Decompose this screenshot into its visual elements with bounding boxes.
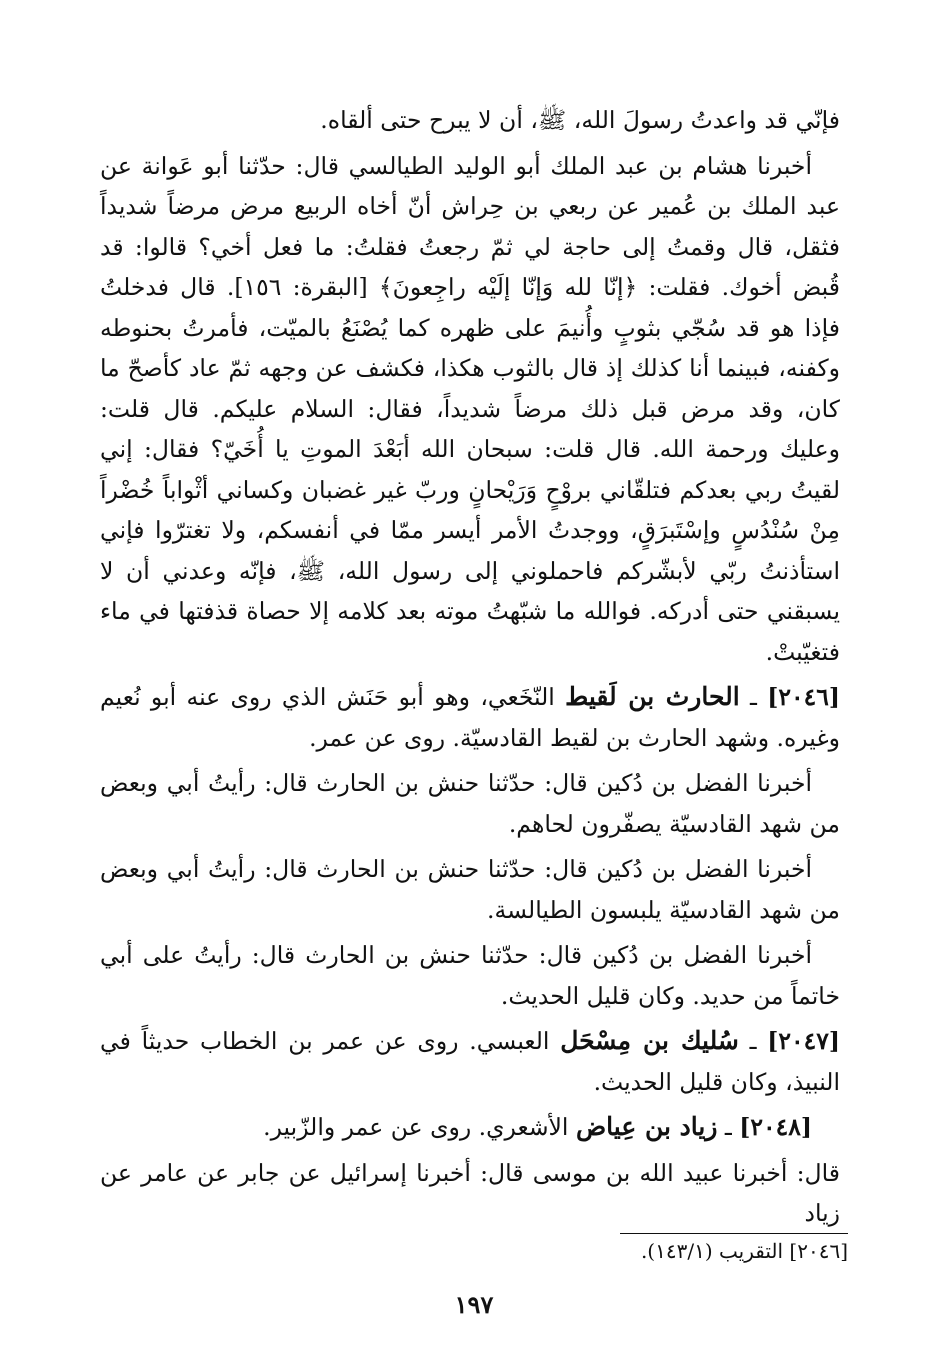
entry-name: زياد بن عِياض xyxy=(575,1112,718,1141)
entry-number: [٢٠٤٦] xyxy=(767,683,840,711)
entry-number: [٢٠٤٨] xyxy=(739,1113,812,1141)
paragraph-continuation: فإنّي قد واعدتُ رسولَ الله، ﷺ، أن لا يبرح حتى ألقاه. xyxy=(320,106,840,134)
paragraph-report: أخبرنا الفضل بن دُكين قال: حدّثنا حنش بن الحارث قال: رأيتُ أبي وبعض من شهد القادسيّة يلبسون الطيالسة. xyxy=(100,855,840,924)
paragraph-report: أخبرنا الفضل بن دُكين قال: حدّثنا حنش بن الحارث قال: رأيتُ أبي وبعض من شهد القادسيّة يصفّرون لحاهم. xyxy=(100,769,840,838)
entry-text: النّخَعي، وهو أبو حَنَش الذي روى عنه أبو نُعيم وغيره. وشهد الحارث بن لقيط القادسيّة. روى عن عمر. xyxy=(100,683,840,752)
entry-text: العبسي. روى عن عمر بن الخطاب حديثاً في النبيذ، وكان قليل الحديث. xyxy=(100,1027,840,1096)
footnote: [٢٠٤٦] التقريب (١٤٣/١). xyxy=(640,1239,848,1263)
paragraph-report: قال: أخبرنا عبيد الله بن موسى قال: أخبرنا إسرائيل عن جابر عن عامر عن زياد xyxy=(100,1158,840,1227)
entry-separator: ـ xyxy=(739,683,768,711)
entry-separator: ـ xyxy=(738,1027,768,1055)
entry-separator: ـ xyxy=(717,1113,740,1141)
entry-2048 xyxy=(100,1107,840,1148)
paragraph-report: أخبرنا الفضل بن دُكين قال: حدّثنا حنش بن الحارث قال: رأيتُ على أبي خاتماً من حديد. وكان قليل الحديث. xyxy=(100,941,840,1010)
paragraph-narration: أخبرنا هشام بن عبد الملك أبو الوليد الطيالسي قال: حدّثنا أبو عَوانة عن عبد الملك بن عُمير عن ربعي بن حِراش أنّ أخاه الربيع مرض مرضاً شديداً فثقل، قال وقمتُ إلى حاجة لي ثمّ رجعتُ فقلتُ: ما فعل أخي؟ قالوا: قد قُبض أخوك. فقلت: ﴿إنّا لله وَإنّا إلَيْه راجِعونَ﴾ [البقرة: ١٥٦]. قال فدخلتُ فإذا هو قد سُجّي بثوبٍ وأُنيمَ على ظهره كما يُصْنَعُ بالميّت، فأمرتُ بحنوطه وكفنه، فبينما أنا كذلك إذ قال بالثوب هكذا، فكشف عن وجهه ثمّ عاد كأصحّ ما كان، وقد مرض قبل ذلك مرضاً شديداً، فقال: السلام عليكم. قال قلت: وعليك ورحمة الله. قال قلت: سبحان الله أبَعْدَ الموتِ يا أُخَيّ؟ فقال: إني لقيتُ ربي بعدكم فتلقّاني بروْحٍ وَرَيْحانٍ وربّ غير غضبان وكساني أثْواباً خُضْراً مِنْ سُنْدُسٍ وإسْتَبرَقٍ، ووجدتُ الأمر أيسر ممّا في أنفسكم، ولا تغترّوا فإني استأذنتُ ربّي لأبشّركم فاحملوني إلى رسول الله، ﷺ، فإنّه وعدني أن لا يسبقني حتى أدركه. فوالله ما شبّهتُ موته بعد كلامه إلا حصاة قذفتها في ماء فتغيّبتْ. xyxy=(100,151,840,666)
page-body xyxy=(100,100,840,1239)
entry-text: الأشعري. روى عن عمر والزّبير. xyxy=(263,1113,569,1141)
page-number: ١٩٧ xyxy=(454,1290,494,1319)
entry-2046 xyxy=(100,677,840,758)
entry-number: [٢٠٤٧] xyxy=(767,1027,841,1055)
footnote-divider xyxy=(620,1233,848,1234)
entry-name: الحارث بن لَقيط xyxy=(565,682,740,711)
entry-name: سُليك بن مِسْحَل xyxy=(560,1026,739,1055)
entry-2047 xyxy=(100,1021,840,1102)
